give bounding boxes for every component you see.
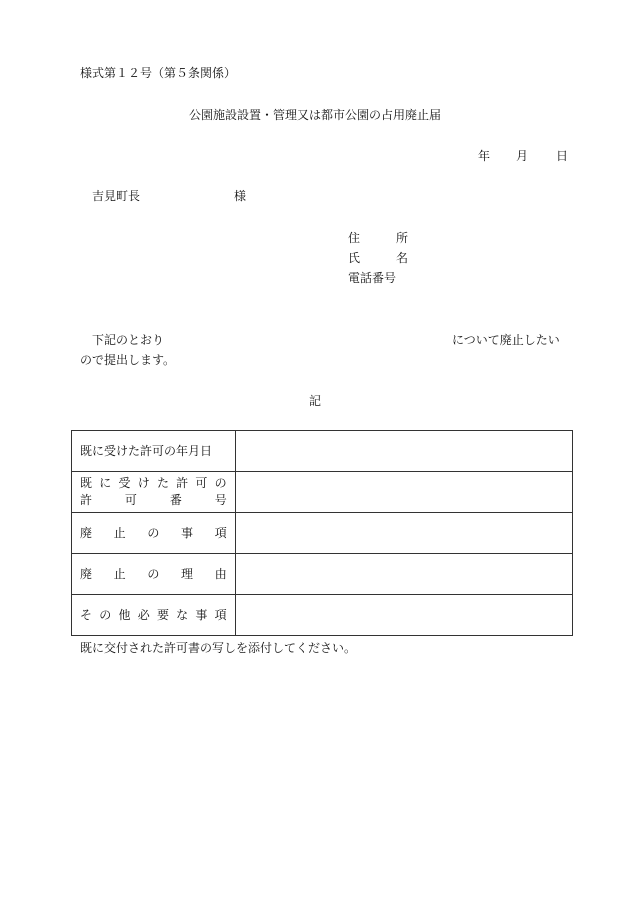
table-row (72, 472, 573, 513)
label-char: 止 (113, 525, 126, 540)
row-value-field[interactable] (235, 595, 572, 636)
label-char: 可 (195, 476, 208, 490)
attachment-note: 既に交付された許可書の写しを添付してください。 (80, 641, 357, 655)
label-char: 事 (195, 607, 208, 622)
form-number: 様式第１２号（第５条関係） (80, 66, 237, 80)
applicant-name-label (348, 250, 408, 266)
table-row (72, 513, 573, 554)
label-line (80, 443, 227, 460)
label-char: 理 (181, 566, 194, 581)
label-char: の (214, 476, 227, 490)
date-year-label: 年 (478, 149, 491, 163)
label-char: 項 (214, 607, 227, 622)
row-label (72, 472, 236, 513)
label-char: の (147, 525, 160, 540)
label-char: に (99, 476, 112, 490)
label-line (80, 607, 227, 624)
date-day-label: 日 (556, 149, 569, 163)
label-char: の (99, 607, 112, 622)
label-line (80, 525, 227, 542)
applicant-address-label (348, 230, 408, 246)
label-char: 番 (169, 493, 182, 507)
label-char: 事 (181, 525, 194, 540)
label-char: た (156, 476, 169, 490)
record-table (71, 430, 573, 636)
recipient-honorific: 様 (234, 189, 247, 203)
date-month-label: 月 (516, 149, 529, 163)
label-line (80, 492, 227, 509)
label-char: 要 (156, 607, 169, 622)
label-char: の (147, 566, 160, 581)
recipient-name: 吉見町長 (92, 189, 141, 203)
label-char: な (176, 607, 189, 622)
label-line (80, 566, 227, 583)
label-char: け (137, 476, 150, 490)
row-value-field[interactable] (235, 472, 572, 513)
label-char: 可 (124, 493, 137, 507)
name-char-2: 名 (395, 251, 408, 265)
label-char: 廃 (80, 566, 93, 581)
table-row (72, 431, 573, 472)
table-row (72, 595, 573, 636)
label-char: 由 (214, 566, 227, 581)
name-char-1: 氏 (348, 251, 361, 265)
row-label (72, 431, 236, 472)
applicant-phone-label: 電話番号 (348, 271, 397, 285)
label-char: 既に受けた許可の年月日 (80, 443, 213, 458)
label-char: 項 (214, 525, 227, 540)
label-char: 他 (118, 607, 131, 622)
label-char: そ (80, 607, 93, 622)
label-char: 既 (80, 476, 93, 490)
label-char: 号 (214, 493, 227, 507)
row-label (72, 554, 236, 595)
document-title: 公園施設設置・管理又は都市公園の占用廃止届 (188, 108, 441, 122)
address-char-2: 所 (395, 231, 408, 245)
ki-heading: 記 (308, 394, 321, 408)
label-char: 許 (80, 493, 93, 507)
address-char-1: 住 (348, 231, 361, 245)
table-row (72, 554, 573, 595)
body-text-start: 下記のとおり (92, 333, 165, 347)
row-label (72, 513, 236, 554)
row-label (72, 595, 236, 636)
body-text-line2: ので提出します。 (80, 353, 176, 367)
label-char: 受 (118, 476, 131, 490)
row-value-field[interactable] (235, 431, 572, 472)
label-char: 必 (137, 607, 150, 622)
label-char: 廃 (80, 525, 93, 540)
row-value-field[interactable] (235, 554, 572, 595)
label-char: 許 (176, 476, 189, 490)
label-char: 止 (113, 566, 126, 581)
label-line (80, 475, 227, 492)
row-value-field[interactable] (235, 513, 572, 554)
body-text-end: について廃止したい (452, 333, 560, 347)
